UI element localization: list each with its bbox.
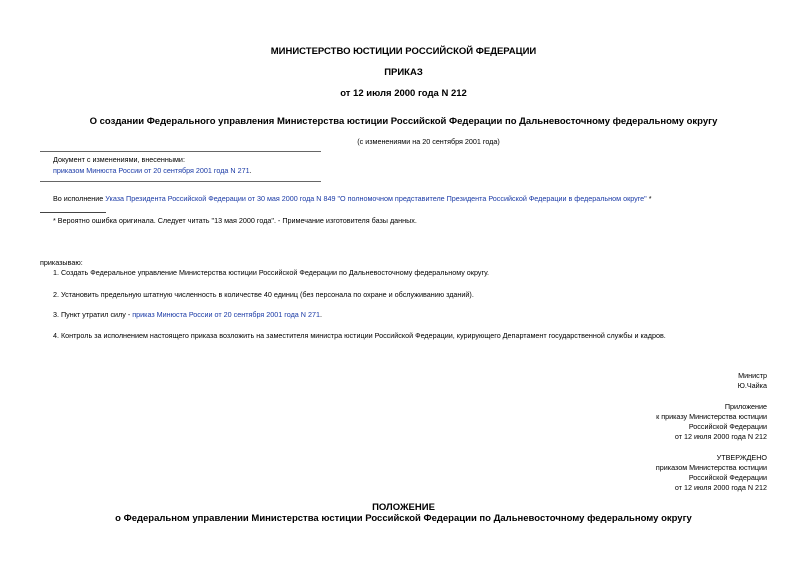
document-title: О создании Федерального управления Министерства юстиции Российской Федерации по Дальневосточному федеральному округу [89,116,718,127]
approved-line-3: Российской Федерации [688,473,767,482]
order-item-1: 1. Создать Федеральное управление Министерства юстиции Российской Федерации по Дальневосточному федеральному округу. [53,268,489,277]
changes-link-line [53,166,252,175]
ministry-heading: МИНИСТЕРСТВО ЮСТИЦИИ РОССИЙСКОЙ ФЕДЕРАЦИИ [270,46,537,57]
footnote-rule [40,212,106,213]
approved-line-4: от 12 июля 2000 года N 212 [674,483,767,492]
orders-intro: приказываю: [40,258,83,267]
changes-label: Документ с изменениями, внесенными: [53,155,185,164]
footnote: * Вероятно ошибка оригинала. Следует читать "13 мая 2000 года". - Примечание изготовителя базы данных. [53,216,417,225]
preamble-suffix: * [646,194,652,203]
order-item-3-link[interactable]: приказ Минюста России от 20 сентября 2001 года N 271 [132,310,320,319]
date-number-heading: от 12 июля 2000 года N 212 [340,88,467,99]
signature-name: Ю.Чайка [737,381,767,390]
approved-line-1: УТВЕРЖДЕНО [716,453,767,462]
order-item-3-prefix: 3. Пункт утратил силу - [53,310,133,319]
appendix-line-3: Российской Федерации [688,422,767,431]
changes-bottom-rule [40,181,321,182]
signature-position: Министр [738,371,767,380]
appendix-line-4: от 12 июля 2000 года N 212 [674,432,767,441]
preamble-prefix: Во исполнение [53,194,106,203]
amendment-note: (с изменениями на 20 сентября 2001 года) [357,137,500,146]
order-item-3-suffix: . [319,310,322,319]
doc-type-heading: ПРИКАЗ [384,67,423,78]
order-item-2: 2. Установить предельную штатную численность в количестве 40 единиц (без персонала по охране и обслуживанию зданий). [53,290,474,299]
decree-link[interactable]: Указа Президента Российской Федерации от 30 мая 2000 года N 849 "О полномочном представителе Президента Российской Федерации в федеральном округе" [105,194,647,203]
regulation-title: ПОЛОЖЕНИЕ [372,502,435,513]
appendix-line-2: к приказу Министерства юстиции [656,412,767,421]
approved-line-2: приказом Министерства юстиции [655,463,767,472]
changes-link[interactable]: приказом Минюста России от 20 сентября 2001 года N 271 [53,166,250,175]
changes-top-rule [40,151,321,152]
regulation-subtitle: о Федеральном управлении Министерства юстиции Российской Федерации по Дальневосточному федеральному округу [115,513,692,524]
changes-link-suffix: . [249,166,252,175]
preamble [53,194,652,203]
order-item-3 [53,310,322,319]
order-item-4: 4. Контроль за исполнением настоящего приказа возложить на заместителя министра юстиции Российской Федерации, курирующего Департамент государственной службы и кадров. [53,331,666,340]
appendix-line-1: Приложение [724,402,767,411]
